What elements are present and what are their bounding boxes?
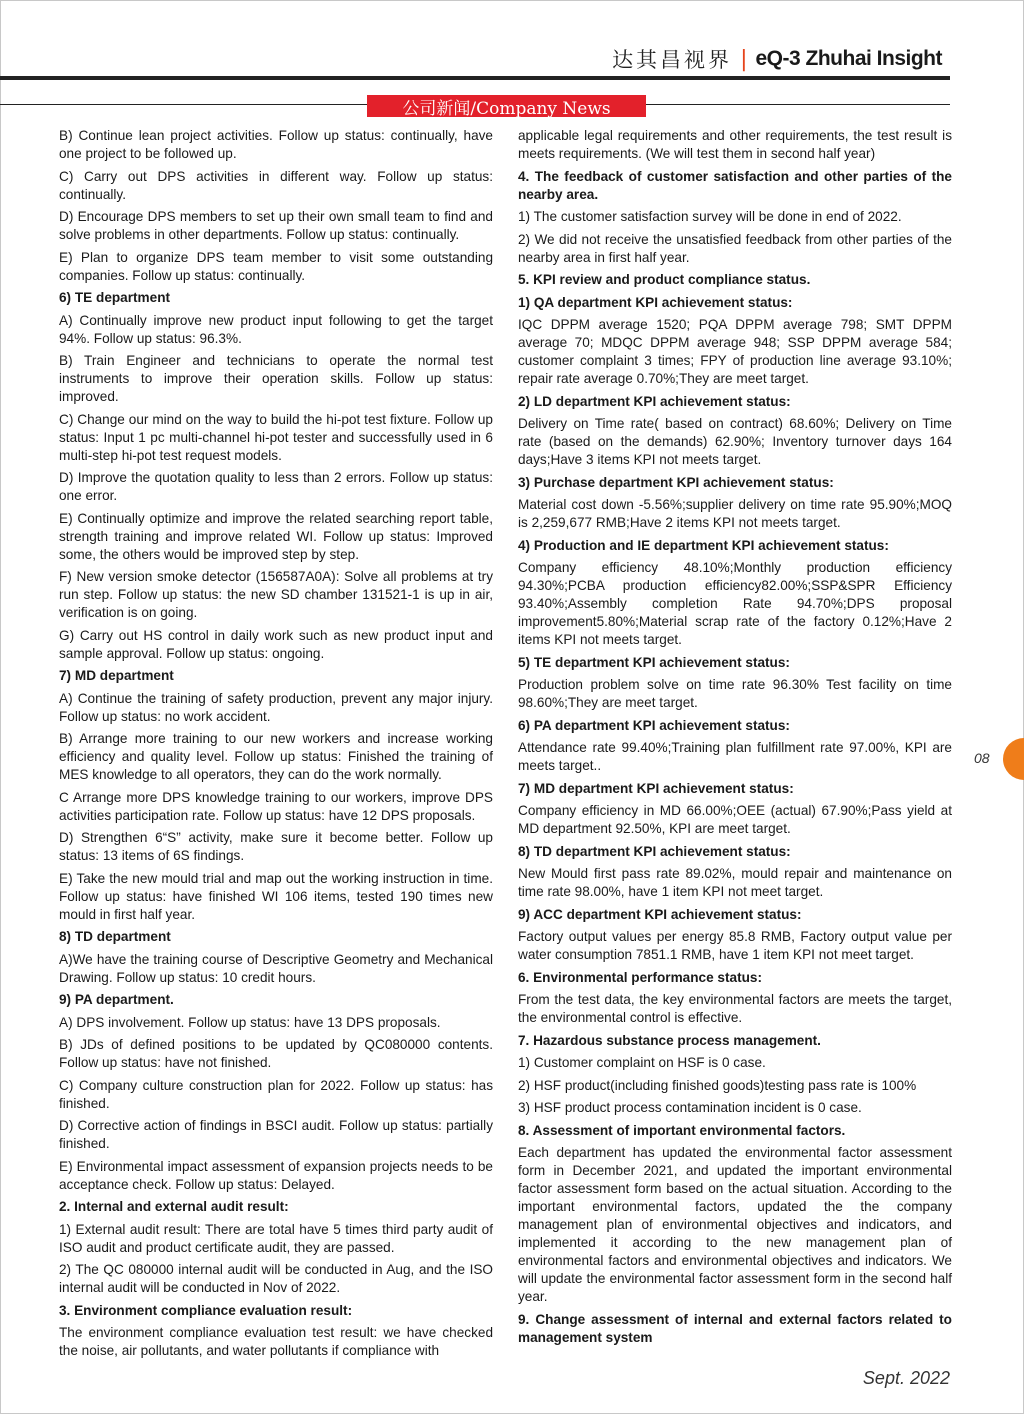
body-paragraph: 1) External audit result: There are total have 5 times third party audit of ISO audit and product certificate audit, they are passed. (59, 1221, 493, 1255)
body-paragraph: Delivery on Time rate( based on contract) 68.60%; Delivery on Time rate (based on the demands) 62.90%; Inventory turnover days 164 days;Have 3 items KPI not meets target. (518, 416, 952, 467)
body-paragraph: C) Change our mind on the way to build the hi-pot test fixture. Follow up status: Input 1 pc multi-channel hi-pot tester and successfully used in 6 multi-step hi-pot test request models. (59, 411, 493, 463)
body-paragraph: Each department has updated the environmental factor assessment form in December 2021, and updated the important environmental factor assessment form based on the actual situation. According to the important environmental factors, updated the the company management plan of environmental objectives and indicators, and implemented it according to the new management plan of environmental factors and environmental objectives and indicators. We will update the environmental factor assessment form in the second half year. (518, 1145, 952, 1304)
body-paragraph: A)We have the training course of Descriptive Geometry and Mechanical Drawing. Follow up status: 10 credit hours. (59, 951, 493, 985)
section-heading: 6. Environmental performance status: (518, 969, 762, 985)
section-title-bar: 公司新闻/Company News (367, 95, 646, 117)
body-paragraph: D) Improve the quotation quality to less than 2 errors. Follow up status: one error. (59, 470, 493, 503)
right-column (518, 127, 952, 1351)
body-paragraph: Attendance rate 99.40%;Training plan fulfillment rate 97.00%, KPI are meets target.. (518, 740, 952, 773)
body-paragraph: Company efficiency 48.10%;Monthly production efficiency 94.30%;PCBA production efficiency82.00%;SSP&SPR Efficiency 93.40%;Assembly completion Rate 94.70%;DPS proposal improvement5.80%;Material scrap rate of the factory 0.12%;Have 2 items KPI not meets target. (518, 560, 952, 647)
section-heading: 9) PA department. (59, 992, 174, 1007)
header-rule-thick (0, 76, 950, 80)
body-paragraph: C) Carry out DPS activities in different way. Follow up status: continually. (59, 168, 493, 202)
body-paragraph: Production problem solve on time rate 96.30% Test facility on time 98.60%;They are meet target. (518, 677, 952, 710)
body-paragraph: Factory output values per energy 85.8 RMB, Factory output value per water consumption 7851.1 RMB, have 1 item KPI not meet target. (518, 929, 952, 962)
body-paragraph: A) DPS involvement. Follow up status: have 13 DPS proposals. (59, 1014, 441, 1030)
body-paragraph: B) Continue lean project activities. Follow up status: continually, have one project to be followed up. (59, 128, 493, 161)
body-paragraph: 2) HSF product(including finished goods)testing pass rate is 100% (518, 1077, 917, 1093)
section-heading: 9. Change assessment of internal and external factors related to management system (518, 1311, 952, 1345)
body-paragraph: B) Train Engineer and technicians to operate the normal test instruments to improve their operation skills. Follow up status: improved. (59, 353, 493, 404)
body-paragraph: A) Continually improve new product input following to get the target 94%. Follow up status: 96.3%. (59, 312, 493, 346)
body-paragraph: B) Arrange more training to our new workers and increase working efficiency and quality level. Follow up status: Finished the training of MES knowledge to all operators, they can do the work normally. (59, 731, 493, 782)
section-heading: 6) TE department (59, 290, 171, 305)
body-paragraph: F) New version smoke detector (156587A0A): Solve all problems at try run step. Follow up status: the new SD chamber 131521-1 is up in air, verification is on going. (59, 569, 493, 620)
section-heading: 9) ACC department KPI achievement status: (518, 906, 802, 922)
section-heading: 7) MD department (59, 668, 174, 683)
body-paragraph: D) Encourage DPS members to set up their own small team to find and solve problems in other departments. Follow up status: continually. (59, 209, 493, 242)
body-paragraph: IQC DPPM average 1520; PQA DPPM average 798; SMT DPPM average 70; MDQC DPPM average 948; SSP DPPM average 584; customer complaint 3 times; FPY of production line average 93.10%; repair rate average 0.70%;They are meet target. (518, 317, 952, 386)
body-paragraph: B) JDs of defined positions to be updated by QC080000 contents. Follow up status: have not finished. (59, 1037, 493, 1070)
body-paragraph: applicable legal requirements and other requirements, the test result is meets requirements. (We will test them in second half year) (518, 128, 952, 161)
body-paragraph: C) Company culture construction plan for 2022. Follow up status: has finished. (59, 1077, 493, 1111)
section-heading: 8. Assessment of important environmental factors. (518, 1122, 846, 1138)
body-paragraph: 3) HSF product process contamination incident is 0 case. (518, 1100, 862, 1115)
body-paragraph: 2) We did not receive the unsatisfied feedback from other parties of the nearby area in first half year. (518, 231, 952, 265)
section-heading: 6) PA department KPI achievement status: (518, 717, 790, 733)
section-heading: 1) QA department KPI achievement status: (518, 294, 793, 310)
body-paragraph: G) Carry out HS control in daily work such as new product input and sample approval. Follow up status: ongoing. (59, 627, 493, 661)
page-number: 08 (974, 750, 990, 766)
section-heading: 3. Environment compliance evaluation result: (59, 1302, 353, 1318)
body-paragraph: The environment compliance evaluation test result: we have checked the noise, air pollutants, and water pollutants if compliance with (59, 1325, 493, 1358)
brand-separator: | (740, 46, 748, 72)
body-paragraph: D) Strengthen 6“S” activity, make sure it become better. Follow up status: 13 items of 6S findings. (59, 830, 493, 863)
body-paragraph: From the test data, the key environmental factors are meets the target, the environmental control is effective. (518, 992, 952, 1025)
section-heading: 5. KPI review and product compliance status. (518, 272, 811, 287)
body-paragraph: D) Corrective action of findings in BSCI audit. Follow up status: partially finished. (59, 1118, 493, 1151)
section-heading: 2) LD department KPI achievement status: (518, 393, 791, 409)
body-paragraph: A) Continue the training of safety production, prevent any major injury. Follow up status: no work accident. (59, 690, 493, 724)
issue-date: Sept. 2022 (862, 1368, 950, 1388)
left-column (59, 127, 493, 1365)
section-heading: 4) Production and IE department KPI achievement status: (518, 537, 889, 553)
body-paragraph: Material cost down -5.56%;supplier delivery on time rate 95.90%;MOQ is 2,259,677 RMB;Have 2 items KPI not meets target. (518, 497, 952, 530)
brand-header (612, 44, 942, 74)
body-paragraph: E) Plan to organize DPS team member to visit some outstanding companies. Follow up status: continually. (59, 249, 493, 283)
section-heading: 8) TD department (59, 929, 171, 944)
section-heading: 5) TE department KPI achievement status: (518, 654, 790, 670)
section-heading: 7. Hazardous substance process management. (518, 1032, 821, 1048)
body-paragraph: C Arrange more DPS knowledge training to our workers, improve DPS activities participation rate. Follow up status: have 12 DPS proposals. (59, 789, 493, 823)
body-paragraph: 1) Customer complaint on HSF is 0 case. (518, 1055, 766, 1070)
body-paragraph: E) Take the new mould trial and map out the working instruction in time. Follow up status: have finished WI 106 items, tested 190 times new mould in first half year. (59, 870, 493, 922)
section-heading: 2. Internal and external audit result: (59, 1199, 289, 1214)
section-heading: 7) MD department KPI achievement status: (518, 780, 794, 796)
body-paragraph: 2) The QC 080000 internal audit will be conducted in Aug, and the ISO internal audit will be conducted in Nov of 2022. (59, 1262, 493, 1295)
section-heading: 8) TD department KPI achievement status: (518, 843, 791, 859)
body-paragraph: 1) The customer satisfaction survey will be done in end of 2022. (518, 209, 902, 224)
body-paragraph: E) Continually optimize and improve the related searching report table, strength training and improve related WI. Follow up status: Improved some, the others would be improved step by step. (59, 510, 493, 562)
body-paragraph: E) Environmental impact assessment of expansion projects needs to be acceptance check. Follow up status: Delayed. (59, 1158, 493, 1192)
body-paragraph: Company efficiency in MD 66.00%;OEE (actual) 67.90%;Pass yield at MD department 92.50%, KPI are meet target. (518, 803, 952, 836)
section-heading: 3) Purchase department KPI achievement status: (518, 474, 834, 490)
section-heading: 4. The feedback of customer satisfaction and other parties of the nearby area. (518, 168, 952, 202)
body-paragraph: New Mould first pass rate 89.02%, mould repair and maintenance on time rate 98.00%, have 1 item KPI not meet target. (518, 866, 952, 899)
brand-chinese-title: 达其昌视界 (612, 48, 733, 72)
brand-english-title: eQ-3 Zhuhai Insight (755, 47, 942, 70)
